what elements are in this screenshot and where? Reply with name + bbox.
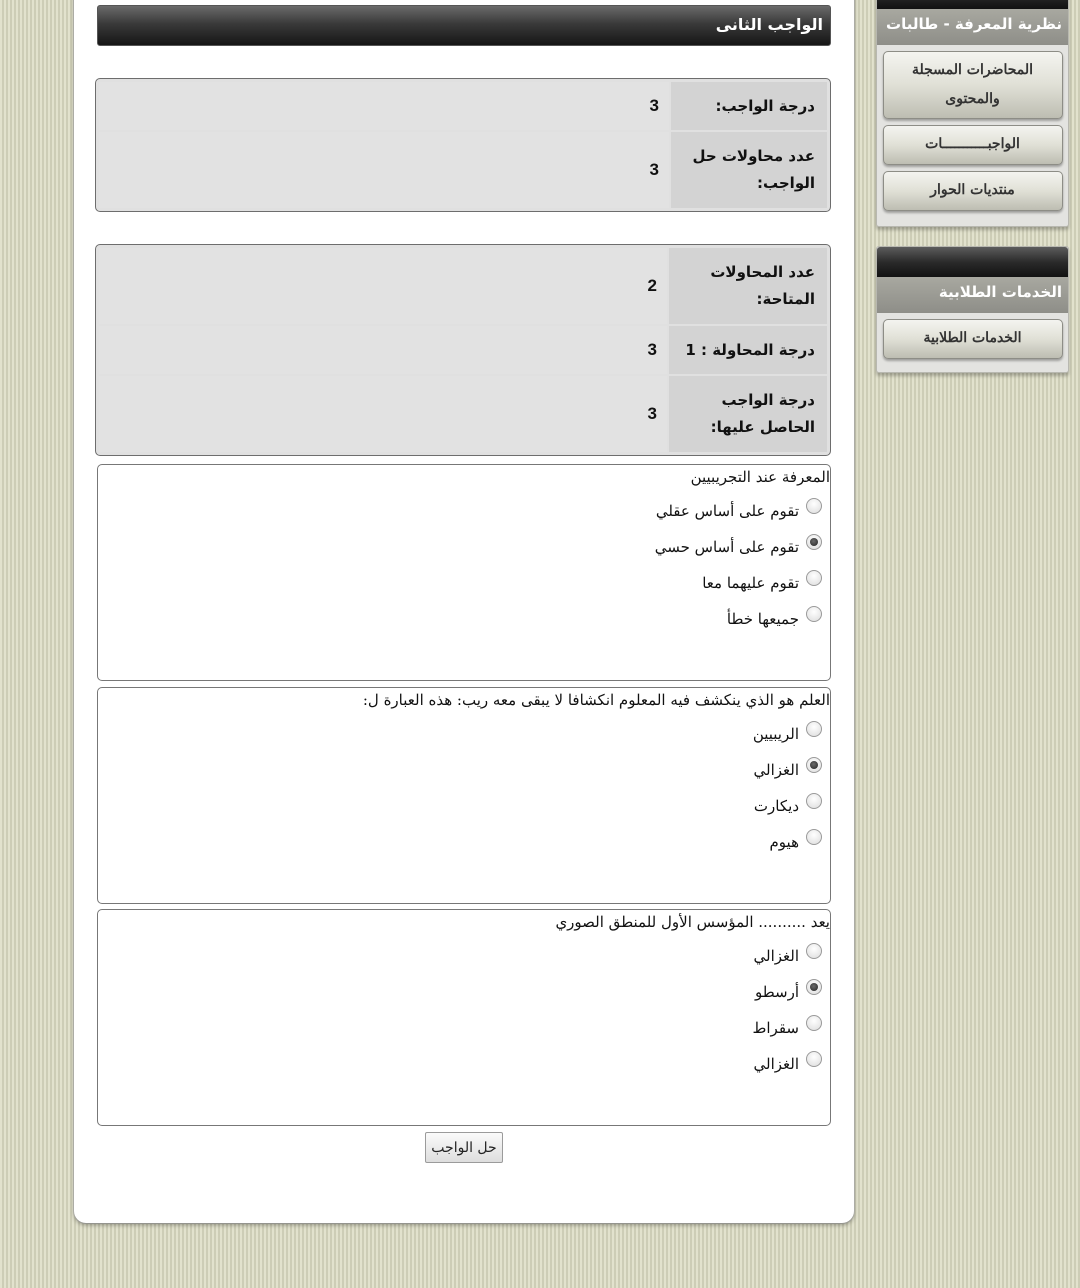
answer-option[interactable] bbox=[98, 529, 830, 565]
table-row bbox=[99, 376, 827, 452]
answer-options bbox=[98, 716, 830, 860]
answer-option[interactable] bbox=[98, 824, 830, 860]
option-label: جميعها خطأ bbox=[726, 610, 799, 628]
radio-button[interactable] bbox=[806, 1051, 822, 1067]
radio-button[interactable] bbox=[806, 570, 822, 586]
question-text: العلم هو الذي ينكشف فيه المعلوم انكشافا لا يبقى معه ريب: هذه العبارة ل: bbox=[362, 691, 830, 709]
radio-button-selected[interactable] bbox=[806, 979, 822, 995]
available-attempts-value: 2 bbox=[99, 248, 667, 324]
option-label: هيوم bbox=[769, 833, 799, 851]
question-3 bbox=[97, 909, 831, 1126]
student-services-panel bbox=[876, 246, 1069, 373]
option-label: الغزالي bbox=[753, 761, 799, 779]
attempts-count-label: عدد محاولات حل الواجب: bbox=[671, 132, 827, 208]
attempts-count-value: 3 bbox=[99, 132, 669, 208]
question-text: يعد .......... المؤسس الأول للمنطق الصوري bbox=[555, 913, 830, 931]
panel-header-bar bbox=[877, 247, 1068, 277]
obtained-grade-value: 3 bbox=[99, 376, 667, 452]
course-title: نظرية المعرفة - طالبات bbox=[877, 9, 1068, 45]
radio-button[interactable] bbox=[806, 721, 822, 737]
option-label: الريبيين bbox=[752, 725, 799, 743]
submit-assignment-button[interactable]: حل الواجب bbox=[425, 1132, 503, 1163]
option-label: ديكارت bbox=[753, 797, 799, 815]
question-2 bbox=[97, 687, 831, 904]
table-row bbox=[99, 132, 827, 208]
table-row bbox=[99, 82, 827, 130]
course-menu-panel bbox=[876, 0, 1069, 227]
answer-option[interactable] bbox=[98, 716, 830, 752]
option-label: الغزالي bbox=[753, 1055, 799, 1073]
radio-button[interactable] bbox=[806, 1015, 822, 1031]
attempt-grade-value: 3 bbox=[99, 326, 667, 374]
option-label: أرسطو bbox=[754, 983, 799, 1001]
assignment-grade-label: درجة الواجب: bbox=[671, 82, 827, 130]
radio-button[interactable] bbox=[806, 498, 822, 514]
answer-option[interactable] bbox=[98, 788, 830, 824]
answer-option[interactable] bbox=[98, 565, 830, 601]
attempt-grade-label: درجة المحاولة : 1 bbox=[669, 326, 827, 374]
answer-option[interactable] bbox=[98, 1046, 830, 1082]
radio-button[interactable] bbox=[806, 943, 822, 959]
answer-option[interactable] bbox=[98, 938, 830, 974]
page-title: الواجب الثانى bbox=[97, 5, 831, 46]
radio-button[interactable] bbox=[806, 793, 822, 809]
available-attempts-label: عدد المحاولات المتاحة: bbox=[669, 248, 827, 324]
option-label: سقراط bbox=[752, 1019, 799, 1037]
answer-options bbox=[98, 493, 830, 637]
option-label: تقوم على أساس عقلي bbox=[655, 502, 799, 520]
radio-button[interactable] bbox=[806, 829, 822, 845]
question-text: المعرفة عند التجريبيين bbox=[690, 468, 830, 486]
answer-option[interactable] bbox=[98, 1010, 830, 1046]
answer-option[interactable] bbox=[98, 752, 830, 788]
assignments-button[interactable]: الواجبـــــــــــات bbox=[883, 125, 1063, 165]
option-label: تقوم عليهما معا bbox=[702, 574, 799, 592]
answer-option[interactable] bbox=[98, 601, 830, 637]
discussion-forums-button[interactable]: منتديات الحوار bbox=[883, 171, 1063, 211]
answer-option[interactable] bbox=[98, 493, 830, 529]
radio-button-selected[interactable] bbox=[806, 757, 822, 773]
option-label: تقوم على أساس حسي bbox=[654, 538, 799, 556]
option-label: الغزالي bbox=[753, 947, 799, 965]
radio-button[interactable] bbox=[806, 606, 822, 622]
attempt-info-table bbox=[95, 244, 831, 456]
services-title: الخدمات الطلابية bbox=[877, 277, 1068, 313]
answer-option[interactable] bbox=[98, 974, 830, 1010]
assignment-grade-value: 3 bbox=[99, 82, 669, 130]
student-services-button[interactable]: الخدمات الطلابية bbox=[883, 319, 1063, 359]
question-1 bbox=[97, 464, 831, 681]
assignment-info-table bbox=[95, 78, 831, 212]
obtained-grade-label: درجة الواجب الحاصل عليها: bbox=[669, 376, 827, 452]
radio-button-selected[interactable] bbox=[806, 534, 822, 550]
panel-header-bar bbox=[877, 0, 1068, 9]
lectures-content-button[interactable]: المحاضرات المسجلة والمحتوى bbox=[883, 51, 1063, 119]
table-row bbox=[99, 248, 827, 324]
answer-options bbox=[98, 938, 830, 1082]
table-row bbox=[99, 326, 827, 374]
